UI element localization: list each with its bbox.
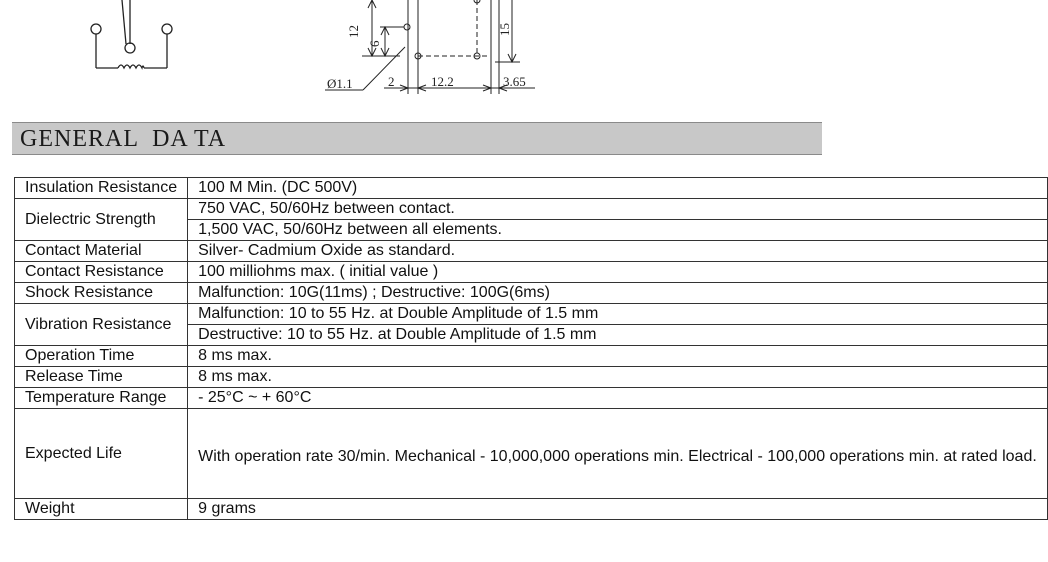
row-label: Vibration Resistance: [15, 304, 188, 346]
row-value: Malfunction: 10 to 55 Hz. at Double Amplitude of 1.5 mm: [188, 304, 1048, 325]
row-value: Silver- Cadmium Oxide as standard.: [188, 241, 1048, 262]
dim-label-2: 2: [388, 74, 395, 89]
row-value: Malfunction: 10G(11ms) ; Destructive: 100G(6ms): [188, 283, 1048, 304]
dim-label-3-65: 3.65: [503, 74, 526, 89]
row-value: 8 ms max.: [188, 346, 1048, 367]
row-label: Shock Resistance: [15, 283, 188, 304]
table-row: [15, 241, 1048, 262]
table-row: [15, 178, 1048, 199]
relay-schematic-symbol: [91, 0, 172, 68]
row-label: Contact Resistance: [15, 262, 188, 283]
table-row: [15, 304, 1048, 325]
dim-label-6: 6: [367, 40, 382, 47]
section-title: GENERAL DA TA: [20, 126, 227, 152]
row-label: Operation Time: [15, 346, 188, 367]
table-row: [15, 262, 1048, 283]
row-value: 1,500 VAC, 50/60Hz between all elements.: [188, 220, 1048, 241]
row-value: 8 ms max.: [188, 367, 1048, 388]
row-label: Dielectric Strength: [15, 199, 188, 241]
section-header-bar: [12, 122, 822, 155]
table-row: [15, 346, 1048, 367]
row-label: Contact Material: [15, 241, 188, 262]
row-label: Expected Life: [15, 409, 188, 499]
row-label: Insulation Resistance: [15, 178, 188, 199]
table-row: [15, 499, 1048, 520]
row-value: - 25°C ~ + 60°C: [188, 388, 1048, 409]
row-value: 750 VAC, 50/60Hz between contact.: [188, 199, 1048, 220]
row-value: Destructive: 10 to 55 Hz. at Double Amplitude of 1.5 mm: [188, 325, 1048, 346]
dim-label-12: 12: [346, 25, 361, 38]
table-row: [15, 388, 1048, 409]
row-value: With operation rate 30/min. Mechanical - 10,000,000 operations min. Electrical - 100,000 operations min. at rated load.: [188, 409, 1048, 499]
table-row: [15, 367, 1048, 388]
dim-label-hole: Ø1.1: [327, 76, 353, 91]
row-label: Temperature Range: [15, 388, 188, 409]
row-label: Release Time: [15, 367, 188, 388]
table-row: [15, 409, 1048, 499]
general-data-table: [14, 177, 1048, 520]
row-value: 9 grams: [188, 499, 1048, 520]
dim-label-15: 15: [497, 23, 512, 36]
dim-label-12-2: 12.2: [431, 74, 454, 89]
row-label: Weight: [15, 499, 188, 520]
row-value: 100 milliohms max. ( initial value ): [188, 262, 1048, 283]
row-value: 100 M Min. (DC 500V): [188, 178, 1048, 199]
table-row: [15, 199, 1048, 220]
relay-drawing: [0, 0, 830, 110]
table-row: [15, 283, 1048, 304]
